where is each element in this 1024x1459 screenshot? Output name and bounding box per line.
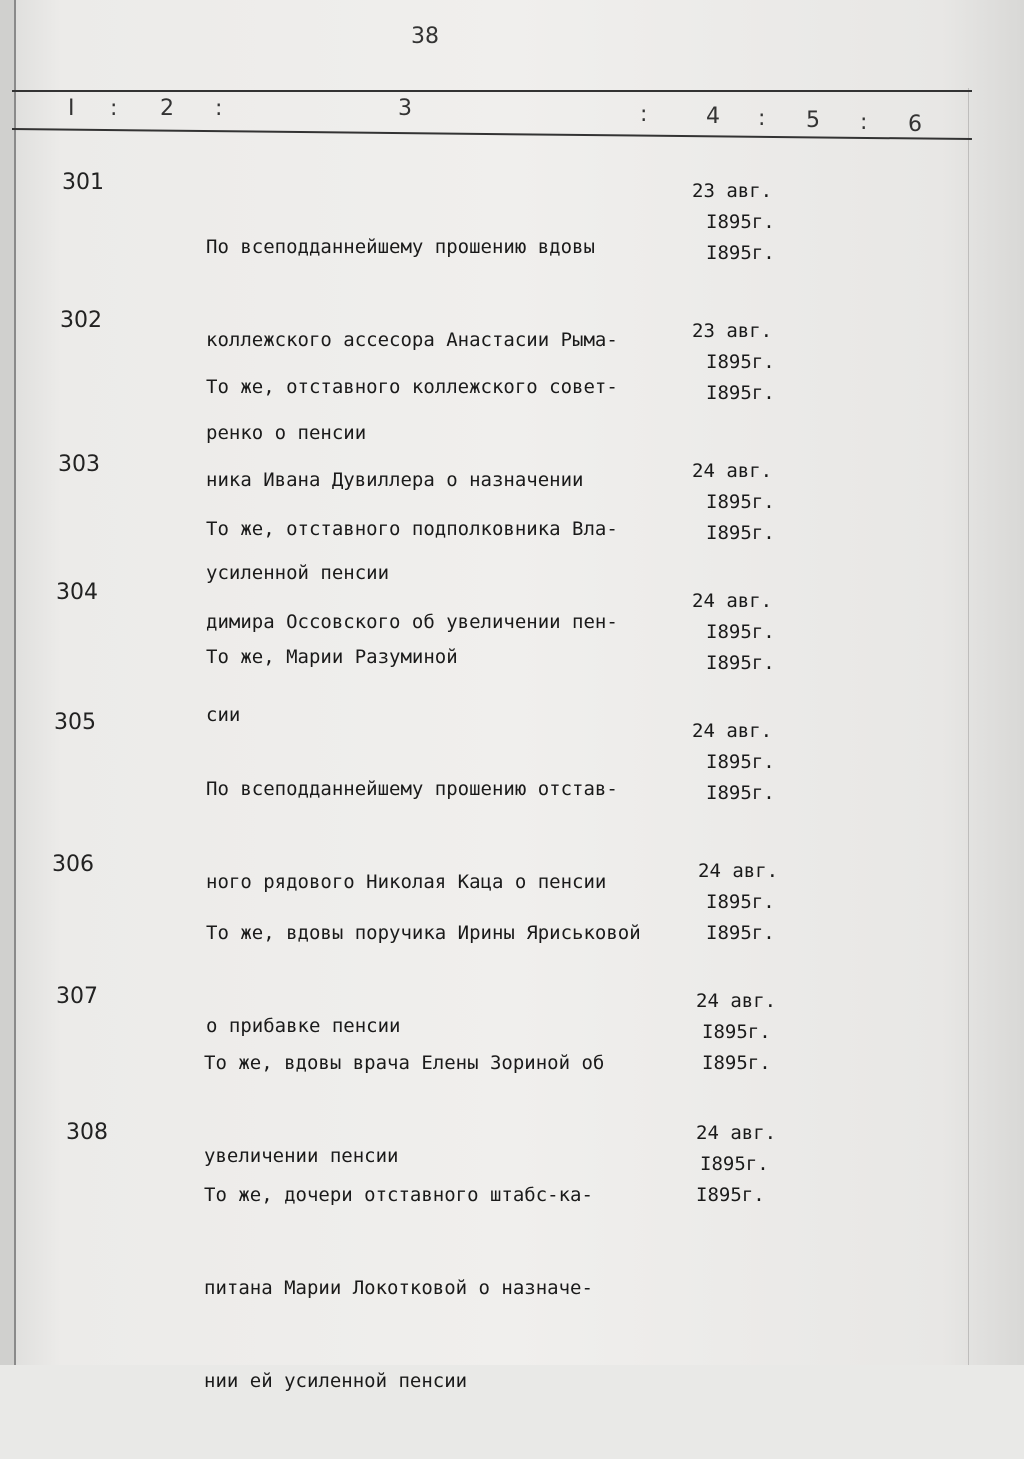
entry-date-line: I895г. — [696, 1184, 765, 1206]
column-separator: : — [110, 96, 118, 121]
entry-date-line: I895г. — [702, 1052, 771, 1074]
column-header-1: I — [68, 96, 75, 121]
entry-date-line: I895г. — [706, 782, 775, 804]
column-separator: : — [860, 110, 868, 135]
entry-number: 306 — [52, 852, 94, 877]
column-header-2: 2 — [160, 96, 174, 121]
entry-number: 305 — [54, 710, 96, 735]
entry-date-line: 23 авг. — [692, 180, 773, 202]
entry-description-line: питана Марии Локотковой о назначе- — [204, 1277, 593, 1299]
entry-description-line: То же, вдовы поручика Ирины Яриськовой — [206, 922, 641, 944]
entry-description-line: димира Оссовского об увеличении пен- — [206, 611, 618, 633]
column-header-4: 4 — [706, 104, 720, 129]
entry-description-line: То же, Марии Разуминой — [206, 646, 458, 668]
entry-description-line: По всеподданнейшему прошению вдовы — [206, 236, 595, 258]
entry-date — [692, 176, 792, 269]
entry-date-line: 24 авг. — [696, 990, 777, 1012]
entry-date — [692, 316, 792, 409]
entry-date-line: I895г. — [706, 522, 775, 544]
entry-date-line: I895г. — [706, 351, 775, 373]
entry-date — [696, 986, 796, 1079]
entry-number: 301 — [62, 170, 104, 195]
entry-date-line: 24 авг. — [696, 1122, 777, 1144]
column-separator: : — [758, 106, 766, 131]
entry-number: 302 — [60, 308, 102, 333]
entry-date — [692, 716, 792, 809]
entry-description-line: По всеподданнейшему прошению отстав- — [206, 778, 618, 800]
entry-date-line: I895г. — [706, 891, 775, 913]
entry-description-line: усиленной пенсии — [206, 562, 390, 584]
entry-description-line: То же, вдовы врача Елены Зориной об — [204, 1052, 605, 1074]
column-header-6: 6 — [908, 112, 922, 137]
entry-date-line: I895г. — [706, 751, 775, 773]
column-separator: : — [215, 96, 223, 121]
entry-date-line: I895г. — [706, 382, 775, 404]
entry-number: 304 — [56, 580, 98, 605]
entry-date-line: 23 авг. — [692, 320, 773, 342]
header-bottom-rule — [12, 128, 972, 140]
entry-date — [696, 1118, 796, 1211]
entry-date-line: I895г. — [706, 491, 775, 513]
entry-description-line: ника Ивана Дувиллера о назначении — [206, 469, 584, 491]
entry-description-line: коллежского ассесора Анастасии Рыма- — [206, 329, 618, 351]
entry-description-line: увеличении пенсии — [204, 1145, 399, 1167]
column-header-3: 3 — [398, 96, 412, 121]
page-number: 38 — [411, 24, 439, 49]
entry-description-line: ренко о пенсии — [206, 422, 367, 444]
entry-date-line: 24 авг. — [698, 860, 779, 882]
column-separator: : — [640, 102, 648, 127]
entry-description-line: сии — [206, 704, 241, 726]
entry-number: 307 — [56, 984, 98, 1009]
entry-description-line: ного рядового Николая Каца о пенсии — [206, 871, 607, 893]
entry-description — [204, 1118, 694, 1459]
entry-description-line: о прибавке пенсии — [206, 1015, 401, 1037]
entry-date-line: I895г. — [700, 1153, 769, 1175]
entry-date — [692, 586, 792, 679]
entry-date-line: 24 авг. — [692, 720, 773, 742]
entry-number: 303 — [58, 452, 100, 477]
entry-description-line: То же, отставного подполковника Вла- — [206, 518, 618, 540]
entry-description-line: То же, дочери отставного штабс-ка- — [204, 1184, 593, 1206]
entry-date-line: I895г. — [706, 211, 775, 233]
entry-number: 308 — [66, 1120, 108, 1145]
entry-date — [698, 856, 798, 949]
entry-description-line: нии ей усиленной пенсии — [204, 1370, 468, 1392]
entry-date-line: I895г. — [702, 1021, 771, 1043]
margin-line — [968, 88, 969, 1365]
header-top-rule — [12, 90, 972, 92]
entry-description-line: То же, отставного коллежского совет- — [206, 376, 618, 398]
entry-date — [692, 456, 792, 549]
entry-date-line: I895г. — [706, 652, 775, 674]
entry-date-line: 24 авг. — [692, 460, 773, 482]
binding-edge — [0, 0, 16, 1365]
entry-date-line: I895г. — [706, 621, 775, 643]
column-header-5: 5 — [806, 108, 820, 133]
entry-date-line: I895г. — [706, 242, 775, 264]
entry-date-line: 24 авг. — [692, 590, 773, 612]
entry-date-line: I895г. — [706, 922, 775, 944]
